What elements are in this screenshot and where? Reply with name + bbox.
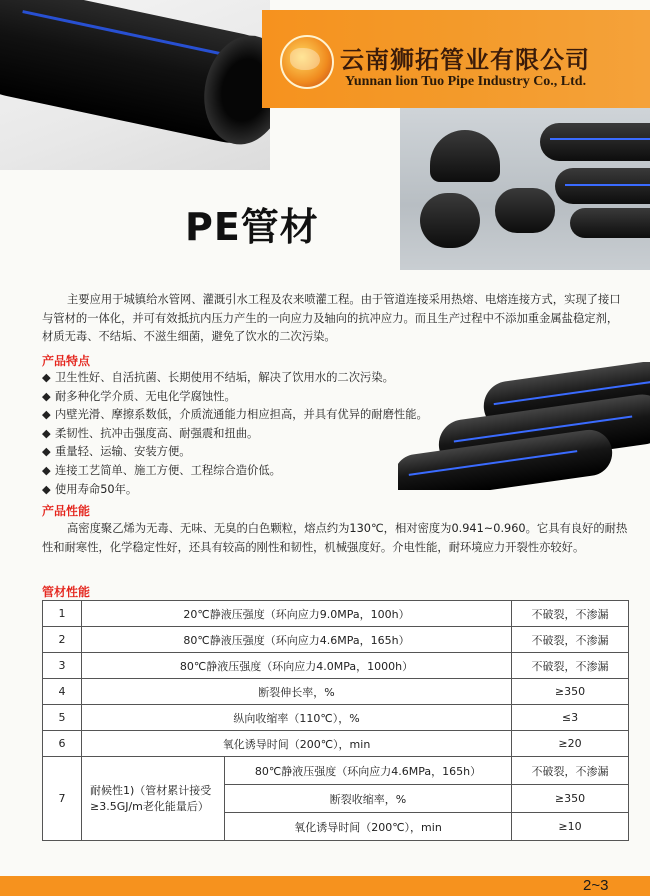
table-row <box>43 757 629 785</box>
performance-heading: 管材性能 <box>42 585 91 599</box>
test-item: 断裂伸长率，% <box>82 679 512 705</box>
bullet-icon: ◆ <box>42 408 51 422</box>
table-row <box>43 705 629 731</box>
lion-logo-mark <box>290 48 320 70</box>
test-result: ≥10 <box>512 813 629 841</box>
footer-band <box>0 876 650 896</box>
feature-text: 使用寿命50年。 <box>55 482 138 496</box>
row-number: 1 <box>43 601 82 627</box>
table-row <box>43 679 629 705</box>
test-result: 不破裂，不渗漏 <box>512 757 629 785</box>
row-number: 2 <box>43 627 82 653</box>
test-result: 不破裂，不渗漏 <box>512 627 629 653</box>
bullet-icon: ◆ <box>42 463 51 477</box>
company-name-cn: 云南狮拓管业有限公司 <box>340 46 590 74</box>
bullet-icon: ◆ <box>42 389 51 403</box>
test-group: 耐候性1)（管材累计接受≥3.5GJ/m老化能量后） <box>82 757 225 841</box>
pipe-stripe <box>550 138 650 140</box>
feature-text: 耐多种化学介质、无电化学腐蚀性。 <box>55 389 236 403</box>
test-item: 80℃静液压强度（环向应力4.6MPa，165h） <box>225 757 512 785</box>
features-heading: 产品特点 <box>42 354 91 368</box>
bullet-icon: ◆ <box>42 445 51 459</box>
performance-table <box>42 600 629 841</box>
feature-text: 连接工艺简单、施工方便、工程综合造价低。 <box>55 463 281 477</box>
table-row <box>43 653 629 679</box>
pipe-segment <box>570 208 650 238</box>
feature-text: 重量轻、运输、安装方便。 <box>55 445 191 459</box>
test-result: ≥20 <box>512 731 629 757</box>
row-number: 4 <box>43 679 82 705</box>
test-result: 不破裂，不渗漏 <box>512 653 629 679</box>
test-result: 不破裂，不渗漏 <box>512 601 629 627</box>
company-name-en: Yunnan lion Tuo Pipe Industry Co., Ltd. <box>345 74 587 89</box>
test-result: ≥350 <box>512 785 629 813</box>
page-title: PE管材 <box>185 205 319 249</box>
feature-text: 内壁光滑、摩擦系数低，介质流通能力相应担高，并具有优异的耐磨性能。 <box>55 408 428 422</box>
test-item: 20℃静液压强度（环向应力9.0MPa，100h） <box>82 601 512 627</box>
row-number: 6 <box>43 731 82 757</box>
test-result: ≤3 <box>512 705 629 731</box>
elbow-fitting <box>420 193 480 248</box>
elbow-fitting <box>495 188 555 233</box>
table-row <box>43 627 629 653</box>
row-number: 3 <box>43 653 82 679</box>
test-item: 氧化诱导时间（200℃），min <box>82 731 512 757</box>
test-item: 80℃静液压强度（环向应力4.6MPa，165h） <box>82 627 512 653</box>
bullet-icon: ◆ <box>42 482 51 496</box>
test-result: ≥350 <box>512 679 629 705</box>
feature-text: 柔韧性、抗冲击强度高、耐强震和扭曲。 <box>55 426 259 440</box>
page-number: 2~3 <box>583 877 609 894</box>
intro-paragraph: 主要应用于城镇给水管网、灌溉引水工程及农来喷灌工程。由于管道连接采用热熔、电熔连接方式，实现了接口与管材的一体化，并可有效抵抗内压力产生的一向应力及轴向的抗冲应力。而且生产过程中不添加重金属盐稳定剂，材质无毒、不结垢、不滋生细菌，避免了饮水的二次污染。 <box>42 293 621 343</box>
table-row <box>43 731 629 757</box>
pipes-photo <box>398 362 650 490</box>
pipe-segment <box>540 123 650 161</box>
row-number: 5 <box>43 705 82 731</box>
test-item: 80℃静液压强度（环向应力4.0MPa，1000h） <box>82 653 512 679</box>
test-item: 纵向收缩率（110℃），% <box>82 705 512 731</box>
properties-heading: 产品性能 <box>42 504 91 518</box>
pipe-stripe <box>565 184 650 186</box>
feature-text: 卫生性好、自活抗菌、长期使用不结垢，解决了饮用水的二次污染。 <box>55 371 394 384</box>
test-item: 断裂收缩率，% <box>225 785 512 813</box>
fittings-photo <box>400 108 650 270</box>
properties-paragraph: 高密度聚乙烯为无毒、无味、无臭的白色颗粒，熔点约为130℃，相对密度为0.941~0.960。它具有良好的耐热性和耐寒性，化学稳定性好，还具有较高的刚性和韧性，机械强度好。介电性能，耐环境应力开裂性亦较好。 <box>42 522 628 554</box>
table-row <box>43 601 629 627</box>
elbow-fitting <box>430 130 500 182</box>
bullet-icon: ◆ <box>42 426 51 440</box>
pipe-segment <box>555 168 650 204</box>
test-item: 氧化诱导时间（200℃），min <box>225 813 512 841</box>
pipe-photo-top-left <box>0 0 270 170</box>
row-number: 7 <box>43 757 82 841</box>
bullet-icon: ◆ <box>42 371 51 384</box>
